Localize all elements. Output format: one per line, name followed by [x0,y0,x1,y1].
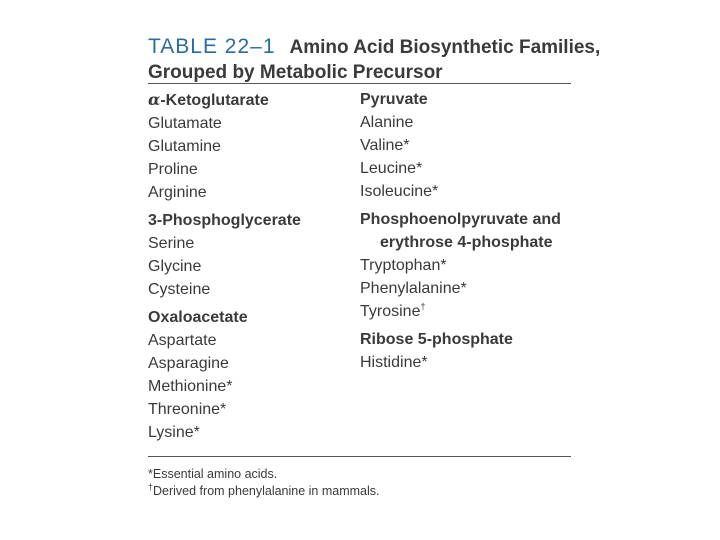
amino-acid-isoleucine: Isoleucine* [360,183,439,200]
amino-acid-tryptophan: Tryptophan* [360,257,447,274]
dagger-mark: † [148,481,154,492]
footnote-essential: *Essential amino acids. [148,467,278,481]
title-line-2: Grouped by Metabolic Precursor [148,62,443,83]
amino-acid-proline: Proline [148,161,198,178]
amino-acid-threonine: Threonine* [148,401,227,418]
family-oxaloacetate [148,306,358,444]
title-line-1 [148,34,708,60]
amino-acid-cysteine: Cysteine [148,281,211,298]
family-ribose-5-phosphate [360,328,580,374]
amino-acid-aspartate: Aspartate [148,332,217,349]
amino-acid-glycine: Glycine [148,258,202,275]
precursor-line-1: Phosphoenolpyruvate and [360,211,561,228]
amino-acid-valine: Valine* [360,137,410,154]
right-column [360,88,580,379]
top-rule [148,83,571,84]
precursor-heading: 3-Phosphoglycerate [148,212,301,229]
amino-acid-leucine: Leucine* [360,160,423,177]
precursor-heading: Pyruvate [360,91,428,108]
amino-acid-lysine: Lysine* [148,424,200,441]
family-pyruvate [360,88,580,203]
amino-acid-phenylalanine: Phenylalanine* [360,280,467,297]
dagger-mark: † [420,301,426,312]
family-alpha-ketoglutarate [148,88,358,204]
precursor-heading: Oxaloacetate [148,309,248,326]
family-3-phosphoglycerate [148,209,358,301]
amino-acid-glutamine: Glutamine [148,138,221,155]
title-text-1: Amino Acid Biosynthetic Families, [289,37,601,58]
precursor-line-2: erythrose 4-phosphate [380,234,553,251]
table-title [148,34,708,85]
footnote-derived [148,483,588,500]
footnote-derived-text: Derived from phenylalanine in mammals. [153,484,380,498]
family-pep-erythrose [360,208,580,323]
precursor-heading [148,88,358,112]
amino-acid-tyrosine: Tyrosine [360,303,421,320]
precursor-heading [360,208,580,254]
amino-acid-histidine: Histidine* [360,354,428,371]
footnotes [148,466,588,500]
amino-acid-arginine: Arginine [148,184,207,201]
amino-acid-asparagine: Asparagine [148,355,229,372]
left-column [148,88,358,449]
alpha-symbol: α [148,90,161,109]
bottom-rule [148,456,571,457]
amino-acid-serine: Serine [148,235,195,252]
amino-acid-tyrosine-row [360,300,580,323]
amino-acid-methionine: Methionine* [148,378,233,395]
table-number: TABLE 22–1 [148,35,276,58]
amino-acid-glutamate: Glutamate [148,115,222,132]
amino-acid-alanine: Alanine [360,114,414,131]
precursor-name: -Ketoglutarate [160,92,269,109]
precursor-heading: Ribose 5-phosphate [360,331,513,348]
